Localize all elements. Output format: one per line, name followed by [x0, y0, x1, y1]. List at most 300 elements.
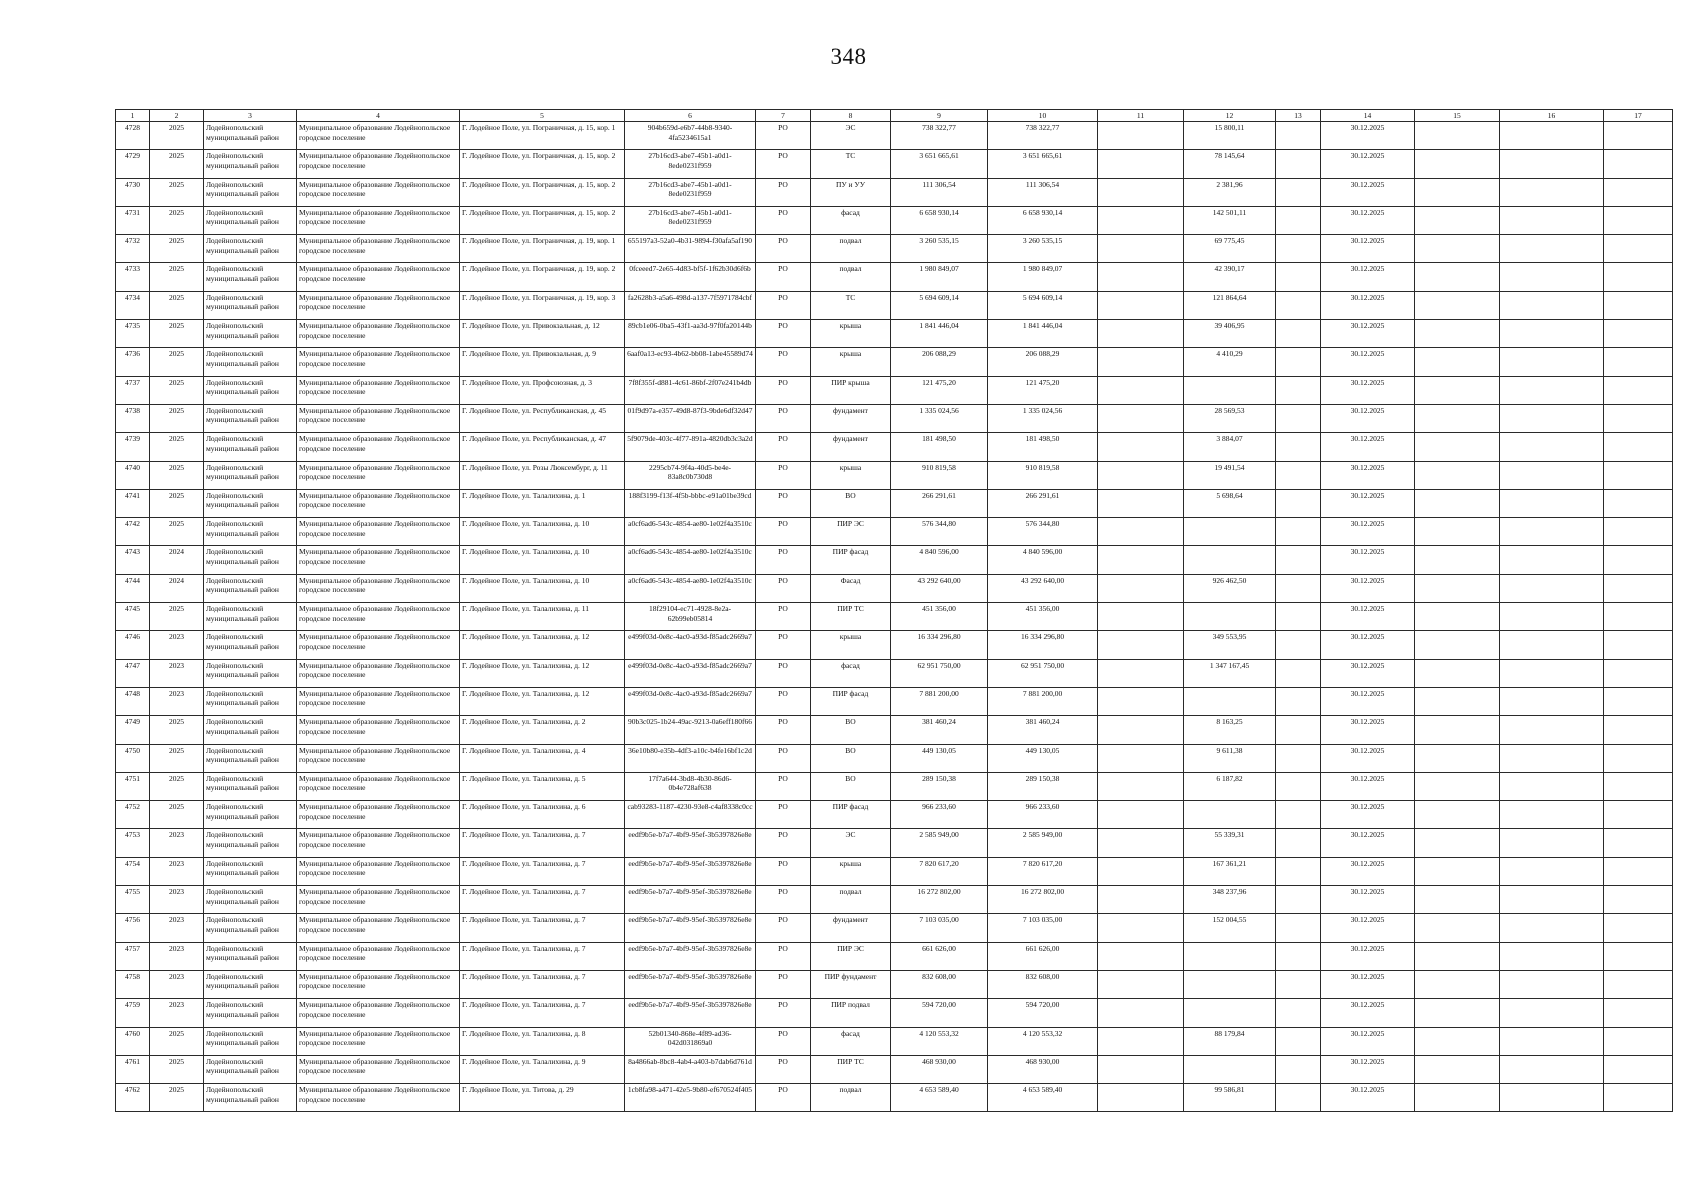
- cell-program: РО: [756, 461, 811, 489]
- cell-cost-total: 449 130,05: [891, 744, 988, 772]
- cell-cost-total: 1 980 849,07: [891, 263, 988, 291]
- cell-house-id: 2295cb74-9f4a-40d5-be4e-83a8c0b730d8: [625, 461, 756, 489]
- cell-cost-fund: 266 291,61: [988, 489, 1098, 517]
- cell-municipality: Муниципальное образование Лодейнопольское городское поселение: [297, 801, 460, 829]
- cell-program: РО: [756, 235, 811, 263]
- cell-address: Г. Лодейное Поле, ул. Пограничная, д. 19, кор. 1: [460, 235, 625, 263]
- cell-address: Г. Лодейное Поле, ул. Талалихина, д. 5: [460, 772, 625, 800]
- cell-year: 2025: [150, 348, 204, 376]
- cell-control-amount: 15 800,11: [1184, 122, 1276, 150]
- cell-cost-total: 206 088,29: [891, 348, 988, 376]
- cell-cost-total: 1 335 024,56: [891, 404, 988, 432]
- cell-municipality: Муниципальное образование Лодейнопольское городское поселение: [297, 433, 460, 461]
- cell-col-16: [1500, 574, 1604, 602]
- cell-control-amount: [1184, 999, 1276, 1027]
- cell-house-id: 36e10b80-e35b-4df3-a10c-b4fe16bf1c2d: [625, 744, 756, 772]
- cell-col-17: [1604, 291, 1673, 319]
- cell-program: РО: [756, 801, 811, 829]
- cell-municipal-district: Лодейнопольский муниципальный район: [204, 886, 297, 914]
- cell-municipality: Муниципальное образование Лодейнопольское городское поселение: [297, 772, 460, 800]
- cell-col-16: [1500, 1027, 1604, 1055]
- cell-year: 2025: [150, 235, 204, 263]
- cell-col-11: [1098, 857, 1184, 885]
- cell-house-id: eedf9b5e-b7a7-4bf9-95ef-3b5397826e8e: [625, 829, 756, 857]
- cell-year: 2025: [150, 263, 204, 291]
- cell-municipality: Муниципальное образование Лодейнопольское городское поселение: [297, 348, 460, 376]
- cell-col-17: [1604, 1055, 1673, 1083]
- cell-municipal-district: Лодейнопольский муниципальный район: [204, 206, 297, 234]
- cell-cost-fund: 451 356,00: [988, 603, 1098, 631]
- column-header-5: 5: [460, 110, 625, 122]
- column-header-14: 14: [1321, 110, 1415, 122]
- cell-deadline: 30.12.2025: [1321, 122, 1415, 150]
- cell-year: 2023: [150, 631, 204, 659]
- cell-year: 2025: [150, 744, 204, 772]
- table-row: [116, 263, 1673, 291]
- cell-work-type: фундамент: [811, 404, 891, 432]
- cell-col-13: [1276, 178, 1321, 206]
- table-row: [116, 772, 1673, 800]
- cell-year: 2025: [150, 801, 204, 829]
- cell-row-number: 4747: [116, 659, 150, 687]
- cell-address: Г. Лодейное Поле, ул. Талалихина, д. 7: [460, 942, 625, 970]
- cell-col-13: [1276, 659, 1321, 687]
- table-row: [116, 631, 1673, 659]
- cell-deadline: 30.12.2025: [1321, 404, 1415, 432]
- cell-cost-fund: 62 951 750,00: [988, 659, 1098, 687]
- cell-work-type: Фасад: [811, 574, 891, 602]
- cell-deadline: 30.12.2025: [1321, 178, 1415, 206]
- table-row: [116, 970, 1673, 998]
- cell-col-11: [1098, 433, 1184, 461]
- cell-program: РО: [756, 489, 811, 517]
- cell-control-amount: 152 004,55: [1184, 914, 1276, 942]
- cell-municipality: Муниципальное образование Лодейнопольское городское поселение: [297, 857, 460, 885]
- cell-program: РО: [756, 687, 811, 715]
- cell-cost-fund: 16 272 802,00: [988, 886, 1098, 914]
- cell-work-type: крыша: [811, 348, 891, 376]
- cell-year: 2023: [150, 942, 204, 970]
- cell-address: Г. Лодейное Поле, ул. Талалихина, д. 7: [460, 857, 625, 885]
- cell-col-15: [1415, 348, 1500, 376]
- table-row: [116, 122, 1673, 150]
- cell-control-amount: 39 406,95: [1184, 320, 1276, 348]
- cell-house-id: 1cb8fa98-a471-42e5-9b80-ef670524f405: [625, 1084, 756, 1112]
- cell-address: Г. Лодейное Поле, ул. Талалихина, д. 6: [460, 801, 625, 829]
- cell-program: РО: [756, 150, 811, 178]
- cell-row-number: 4754: [116, 857, 150, 885]
- cell-cost-total: 62 951 750,00: [891, 659, 988, 687]
- cell-col-15: [1415, 716, 1500, 744]
- cell-col-13: [1276, 970, 1321, 998]
- cell-municipal-district: Лодейнопольский муниципальный район: [204, 235, 297, 263]
- cell-col-17: [1604, 970, 1673, 998]
- cell-municipality: Муниципальное образование Лодейнопольское городское поселение: [297, 631, 460, 659]
- cell-col-16: [1500, 122, 1604, 150]
- cell-control-amount: 5 698,64: [1184, 489, 1276, 517]
- cell-cost-fund: 738 322,77: [988, 122, 1098, 150]
- cell-col-11: [1098, 235, 1184, 263]
- cell-cost-total: 7 820 617,20: [891, 857, 988, 885]
- cell-col-11: [1098, 320, 1184, 348]
- cell-address: Г. Лодейное Поле, ул. Привокзальная, д. 12: [460, 320, 625, 348]
- cell-col-17: [1604, 801, 1673, 829]
- cell-program: РО: [756, 886, 811, 914]
- cell-control-amount: [1184, 970, 1276, 998]
- cell-address: Г. Лодейное Поле, ул. Талалихина, д. 10: [460, 546, 625, 574]
- cell-col-16: [1500, 489, 1604, 517]
- cell-work-type: ПИР ЭС: [811, 942, 891, 970]
- cell-cost-total: 4 840 596,00: [891, 546, 988, 574]
- cell-cost-fund: 594 720,00: [988, 999, 1098, 1027]
- cell-row-number: 4762: [116, 1084, 150, 1112]
- cell-cost-fund: 661 626,00: [988, 942, 1098, 970]
- cell-control-amount: 88 179,84: [1184, 1027, 1276, 1055]
- cell-address: Г. Лодейное Поле, ул. Талалихина, д. 10: [460, 518, 625, 546]
- cell-work-type: ПИР фасад: [811, 546, 891, 574]
- cell-col-13: [1276, 687, 1321, 715]
- cell-row-number: 4760: [116, 1027, 150, 1055]
- cell-control-amount: 348 237,96: [1184, 886, 1276, 914]
- cell-col-17: [1604, 744, 1673, 772]
- cell-col-15: [1415, 942, 1500, 970]
- cell-house-id: 89cb1e06-0ba5-43f1-aa3d-97f0fa20144b: [625, 320, 756, 348]
- cell-municipal-district: Лодейнопольский муниципальный район: [204, 716, 297, 744]
- cell-control-amount: 121 864,64: [1184, 291, 1276, 319]
- cell-program: РО: [756, 1027, 811, 1055]
- cell-municipal-district: Лодейнопольский муниципальный район: [204, 178, 297, 206]
- cell-program: РО: [756, 603, 811, 631]
- cell-col-16: [1500, 404, 1604, 432]
- table-row: [116, 546, 1673, 574]
- cell-control-amount: 42 390,17: [1184, 263, 1276, 291]
- cell-row-number: 4742: [116, 518, 150, 546]
- cell-cost-fund: 576 344,80: [988, 518, 1098, 546]
- cell-municipality: Муниципальное образование Лодейнопольское городское поселение: [297, 687, 460, 715]
- cell-work-type: ТС: [811, 150, 891, 178]
- cell-col-11: [1098, 489, 1184, 517]
- cell-house-id: 27b16cd3-abe7-45b1-a0d1-8ede0231f959: [625, 206, 756, 234]
- cell-deadline: 30.12.2025: [1321, 687, 1415, 715]
- cell-year: 2023: [150, 659, 204, 687]
- cell-deadline: 30.12.2025: [1321, 433, 1415, 461]
- cell-address: Г. Лодейное Поле, ул. Республиканская, д. 45: [460, 404, 625, 432]
- cell-cost-total: 6 658 930,14: [891, 206, 988, 234]
- cell-municipal-district: Лодейнопольский муниципальный район: [204, 829, 297, 857]
- cell-col-15: [1415, 574, 1500, 602]
- cell-year: 2025: [150, 404, 204, 432]
- cell-address: Г. Лодейное Поле, ул. Талалихина, д. 7: [460, 886, 625, 914]
- cell-col-15: [1415, 404, 1500, 432]
- cell-row-number: 4752: [116, 801, 150, 829]
- cell-col-11: [1098, 829, 1184, 857]
- cell-col-16: [1500, 857, 1604, 885]
- cell-col-17: [1604, 829, 1673, 857]
- cell-house-id: a0cf6ad6-543c-4854-ae80-1e02f4a3510c: [625, 546, 756, 574]
- cell-program: РО: [756, 942, 811, 970]
- cell-col-16: [1500, 263, 1604, 291]
- cell-row-number: 4734: [116, 291, 150, 319]
- cell-address: Г. Лодейное Поле, ул. Розы Люксембург, д. 11: [460, 461, 625, 489]
- cell-address: Г. Лодейное Поле, ул. Талалихина, д. 7: [460, 970, 625, 998]
- cell-deadline: 30.12.2025: [1321, 235, 1415, 263]
- cell-col-15: [1415, 291, 1500, 319]
- cell-address: Г. Лодейное Поле, ул. Пограничная, д. 15, кор. 2: [460, 206, 625, 234]
- cell-municipality: Муниципальное образование Лодейнопольское городское поселение: [297, 150, 460, 178]
- cell-col-13: [1276, 772, 1321, 800]
- cell-cost-total: 7 103 035,00: [891, 914, 988, 942]
- cell-col-11: [1098, 999, 1184, 1027]
- cell-house-id: 655197a3-52a0-4b31-9894-f30afa5af190: [625, 235, 756, 263]
- cell-cost-fund: 3 651 665,61: [988, 150, 1098, 178]
- cell-col-17: [1604, 659, 1673, 687]
- cell-work-type: фасад: [811, 659, 891, 687]
- cell-work-type: фундамент: [811, 914, 891, 942]
- cell-work-type: подвал: [811, 886, 891, 914]
- table-row: [116, 744, 1673, 772]
- cell-cost-total: 3 651 665,61: [891, 150, 988, 178]
- cell-year: 2025: [150, 122, 204, 150]
- cell-year: 2025: [150, 1055, 204, 1083]
- cell-cost-total: 576 344,80: [891, 518, 988, 546]
- cell-col-17: [1604, 122, 1673, 150]
- cell-deadline: 30.12.2025: [1321, 914, 1415, 942]
- cell-municipal-district: Лодейнопольский муниципальный район: [204, 1027, 297, 1055]
- cell-address: Г. Лодейное Поле, ул. Республиканская, д. 47: [460, 433, 625, 461]
- cell-cost-fund: 16 334 296,80: [988, 631, 1098, 659]
- cell-col-15: [1415, 772, 1500, 800]
- column-header-3: 3: [204, 110, 297, 122]
- cell-cost-fund: 1 980 849,07: [988, 263, 1098, 291]
- cell-deadline: 30.12.2025: [1321, 546, 1415, 574]
- cell-year: 2025: [150, 206, 204, 234]
- cell-col-17: [1604, 150, 1673, 178]
- cell-cost-total: 111 306,54: [891, 178, 988, 206]
- column-header-13: 13: [1276, 110, 1321, 122]
- cell-year: 2025: [150, 150, 204, 178]
- cell-col-16: [1500, 942, 1604, 970]
- cell-work-type: подвал: [811, 1084, 891, 1112]
- cell-municipality: Муниципальное образование Лодейнопольское городское поселение: [297, 829, 460, 857]
- cell-control-amount: [1184, 687, 1276, 715]
- cell-col-13: [1276, 376, 1321, 404]
- cell-address: Г. Лодейное Поле, ул. Титова, д. 29: [460, 1084, 625, 1112]
- cell-year: 2023: [150, 999, 204, 1027]
- cell-cost-fund: 181 498,50: [988, 433, 1098, 461]
- cell-municipality: Муниципальное образование Лодейнопольское городское поселение: [297, 291, 460, 319]
- cell-cost-fund: 43 292 640,00: [988, 574, 1098, 602]
- cell-col-13: [1276, 348, 1321, 376]
- cell-work-type: фасад: [811, 1027, 891, 1055]
- cell-col-11: [1098, 376, 1184, 404]
- table-row: [116, 857, 1673, 885]
- cell-program: РО: [756, 999, 811, 1027]
- cell-col-13: [1276, 999, 1321, 1027]
- table-header-row: [116, 110, 1673, 122]
- cell-work-type: ПИР фасад: [811, 687, 891, 715]
- table-row: [116, 914, 1673, 942]
- cell-deadline: 30.12.2025: [1321, 574, 1415, 602]
- cell-col-13: [1276, 886, 1321, 914]
- cell-col-13: [1276, 546, 1321, 574]
- table-row: [116, 659, 1673, 687]
- cell-year: 2024: [150, 546, 204, 574]
- column-header-10: 10: [988, 110, 1098, 122]
- cell-year: 2025: [150, 603, 204, 631]
- cell-program: РО: [756, 659, 811, 687]
- table-row: [116, 886, 1673, 914]
- cell-deadline: 30.12.2025: [1321, 489, 1415, 517]
- cell-col-17: [1604, 886, 1673, 914]
- cell-col-15: [1415, 999, 1500, 1027]
- cell-address: Г. Лодейное Поле, ул. Талалихина, д. 11: [460, 603, 625, 631]
- cell-col-17: [1604, 1084, 1673, 1112]
- cell-address: Г. Лодейное Поле, ул. Талалихина, д. 12: [460, 687, 625, 715]
- cell-house-id: 0fceeed7-2e65-4d83-bf5f-1f62b30d6f6b: [625, 263, 756, 291]
- table-row: [116, 348, 1673, 376]
- cell-control-amount: [1184, 376, 1276, 404]
- cell-cost-fund: 111 306,54: [988, 178, 1098, 206]
- cell-program: РО: [756, 291, 811, 319]
- cell-work-type: ПИР фундамент: [811, 970, 891, 998]
- cell-municipal-district: Лодейнопольский муниципальный район: [204, 376, 297, 404]
- cell-col-11: [1098, 603, 1184, 631]
- cell-col-11: [1098, 518, 1184, 546]
- cell-row-number: 4744: [116, 574, 150, 602]
- cell-program: РО: [756, 970, 811, 998]
- cell-cost-fund: 206 088,29: [988, 348, 1098, 376]
- cell-col-17: [1604, 235, 1673, 263]
- cell-col-16: [1500, 631, 1604, 659]
- cell-house-id: 27b16cd3-abe7-45b1-a0d1-8ede0231f959: [625, 150, 756, 178]
- cell-col-15: [1415, 801, 1500, 829]
- cell-municipal-district: Лодейнопольский муниципальный район: [204, 1055, 297, 1083]
- table-row: [116, 235, 1673, 263]
- cell-cost-fund: 5 694 609,14: [988, 291, 1098, 319]
- cell-year: 2025: [150, 178, 204, 206]
- cell-col-17: [1604, 857, 1673, 885]
- cell-municipality: Муниципальное образование Лодейнопольское городское поселение: [297, 546, 460, 574]
- cell-control-amount: [1184, 942, 1276, 970]
- cell-municipal-district: Лодейнопольский муниципальный район: [204, 433, 297, 461]
- cell-row-number: 4736: [116, 348, 150, 376]
- cell-address: Г. Лодейное Поле, ул. Талалихина, д. 8: [460, 1027, 625, 1055]
- cell-program: РО: [756, 122, 811, 150]
- cell-col-17: [1604, 376, 1673, 404]
- cell-cost-total: 7 881 200,00: [891, 687, 988, 715]
- cell-work-type: крыша: [811, 320, 891, 348]
- cell-municipality: Муниципальное образование Лодейнопольское городское поселение: [297, 235, 460, 263]
- cell-municipal-district: Лодейнопольский муниципальный район: [204, 1084, 297, 1112]
- cell-cost-total: 1 841 446,04: [891, 320, 988, 348]
- cell-col-11: [1098, 1084, 1184, 1112]
- cell-row-number: 4761: [116, 1055, 150, 1083]
- cell-address: Г. Лодейное Поле, ул. Талалихина, д. 7: [460, 999, 625, 1027]
- cell-work-type: ПИР ТС: [811, 1055, 891, 1083]
- cell-control-amount: 3 884,07: [1184, 433, 1276, 461]
- cell-program: РО: [756, 404, 811, 432]
- cell-address: Г. Лодейное Поле, ул. Талалихина, д. 7: [460, 829, 625, 857]
- column-header-11: 11: [1098, 110, 1184, 122]
- cell-col-17: [1604, 914, 1673, 942]
- cell-row-number: 4750: [116, 744, 150, 772]
- cell-cost-fund: 7 103 035,00: [988, 914, 1098, 942]
- cell-col-16: [1500, 206, 1604, 234]
- cell-col-17: [1604, 716, 1673, 744]
- cell-col-17: [1604, 518, 1673, 546]
- cell-col-15: [1415, 857, 1500, 885]
- column-header-17: 17: [1604, 110, 1673, 122]
- cell-address: Г. Лодейное Поле, ул. Пограничная, д. 15, кор. 1: [460, 122, 625, 150]
- cell-house-id: 6aaf0a13-ec93-4b62-bb08-1abe45589d74: [625, 348, 756, 376]
- cell-control-amount: 69 775,45: [1184, 235, 1276, 263]
- cell-col-16: [1500, 1055, 1604, 1083]
- cell-control-amount: [1184, 546, 1276, 574]
- cell-row-number: 4738: [116, 404, 150, 432]
- cell-col-16: [1500, 716, 1604, 744]
- cell-control-amount: 926 462,50: [1184, 574, 1276, 602]
- cell-col-11: [1098, 348, 1184, 376]
- cell-work-type: ВО: [811, 772, 891, 800]
- cell-control-amount: 99 586,81: [1184, 1084, 1276, 1112]
- cell-cost-total: 661 626,00: [891, 942, 988, 970]
- cell-municipal-district: Лодейнопольский муниципальный район: [204, 150, 297, 178]
- cell-col-15: [1415, 320, 1500, 348]
- cell-col-15: [1415, 886, 1500, 914]
- cell-col-13: [1276, 320, 1321, 348]
- cell-col-11: [1098, 574, 1184, 602]
- cell-year: 2023: [150, 970, 204, 998]
- cell-col-11: [1098, 1027, 1184, 1055]
- cell-deadline: 30.12.2025: [1321, 829, 1415, 857]
- cell-col-13: [1276, 716, 1321, 744]
- cell-deadline: 30.12.2025: [1321, 206, 1415, 234]
- cell-cost-total: 832 608,00: [891, 970, 988, 998]
- cell-year: 2025: [150, 376, 204, 404]
- cell-col-11: [1098, 178, 1184, 206]
- cell-col-15: [1415, 263, 1500, 291]
- column-header-15: 15: [1415, 110, 1500, 122]
- table-row: [116, 574, 1673, 602]
- column-header-9: 9: [891, 110, 988, 122]
- cell-year: 2023: [150, 829, 204, 857]
- cell-col-15: [1415, 829, 1500, 857]
- cell-col-13: [1276, 1027, 1321, 1055]
- cell-col-16: [1500, 801, 1604, 829]
- cell-deadline: 30.12.2025: [1321, 716, 1415, 744]
- cell-row-number: 4730: [116, 178, 150, 206]
- cell-col-16: [1500, 914, 1604, 942]
- cell-row-number: 4746: [116, 631, 150, 659]
- cell-row-number: 4739: [116, 433, 150, 461]
- cell-deadline: 30.12.2025: [1321, 631, 1415, 659]
- cell-program: РО: [756, 1055, 811, 1083]
- cell-col-16: [1500, 1084, 1604, 1112]
- table-row: [116, 518, 1673, 546]
- cell-municipality: Муниципальное образование Лодейнопольское городское поселение: [297, 914, 460, 942]
- cell-col-16: [1500, 603, 1604, 631]
- cell-cost-total: 16 334 296,80: [891, 631, 988, 659]
- cell-municipal-district: Лодейнопольский муниципальный район: [204, 461, 297, 489]
- cell-work-type: фундамент: [811, 433, 891, 461]
- cell-municipality: Муниципальное образование Лодейнопольское городское поселение: [297, 122, 460, 150]
- column-header-7: 7: [756, 110, 811, 122]
- cell-year: 2025: [150, 461, 204, 489]
- cell-deadline: 30.12.2025: [1321, 150, 1415, 178]
- cell-year: 2025: [150, 291, 204, 319]
- cell-deadline: 30.12.2025: [1321, 886, 1415, 914]
- cell-deadline: 30.12.2025: [1321, 970, 1415, 998]
